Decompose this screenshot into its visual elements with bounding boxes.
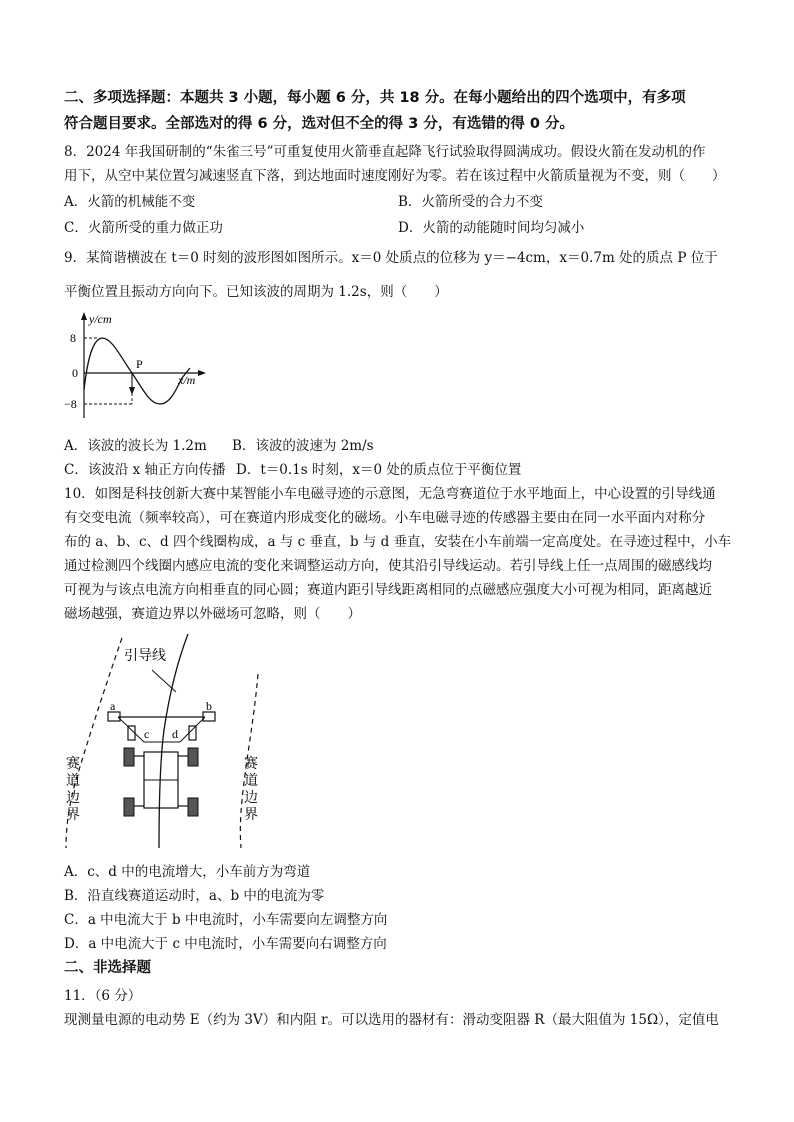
q10-stem-line2: 有交变电流（频率较高），可在赛道内形成变化的磁场。小车电磁寻迹的传感器主要由在同一水平面内对称分 [64, 510, 706, 526]
coil-d-label: d [172, 727, 178, 741]
wave-curve [84, 338, 190, 404]
guide-label-leader [152, 670, 176, 692]
q9-option-d: D．t＝0.1s 时刻，x＝0 处的质点位于平衡位置 [236, 462, 522, 478]
point-p-label: P [136, 357, 143, 371]
q8-option-d: D．火箭的动能随时间均匀减小 [398, 220, 585, 236]
right-border-char-4: 界 [244, 808, 258, 823]
q10-stem-line4: 通过检测四个线圈内感应电流的变化来调整运动方向，使其沿引导线运动。若引导线上任一点周围的磁感线均 [64, 558, 712, 574]
q9-stem-line1: 9．某简谐横波在 t＝0 时刻的波形图如图所示。x＝0 处质点的位移为 y＝−4cm，x＝0.7m 处的质点 P 位于 [64, 250, 718, 266]
q9-option-b: B．该波的波速为 2m/s [232, 438, 374, 454]
coil-d [189, 726, 196, 740]
q8-option-a: A．火箭的机械能不变 [64, 194, 196, 210]
right-support-strut [180, 717, 205, 742]
coil-c-label: c [144, 727, 150, 741]
q10-stem-line1: 10．如图是科技创新大赛中某智能小车电磁寻迹的示意图，无急弯赛道位于水平地面上，中心设置的引导线通 [64, 486, 716, 502]
y-axis-arrow [81, 312, 87, 320]
right-border-char-2: 道 [244, 774, 258, 789]
left-border-char-4: 界 [66, 808, 80, 823]
q10-car-figure [60, 630, 280, 852]
y-axis-label: y/cm [89, 312, 112, 326]
y-tick-zero: 0 [72, 366, 78, 380]
coil-b-label: b [206, 699, 212, 713]
q8-option-b: B．火箭所受的合力不变 [398, 194, 543, 210]
right-border-char-1: 赛 [244, 757, 258, 772]
coil-a-label: a [110, 699, 116, 713]
x-axis-label: x/m [178, 373, 196, 387]
q8-option-c: C．火箭所受的重力做正功 [64, 220, 223, 236]
rear-left-wheel [124, 798, 134, 816]
y-tick-top: 8 [70, 331, 76, 345]
q10-option-a: A．c、d 中的电流增大，小车前方为弯道 [64, 864, 311, 880]
left-border-char-2: 道 [66, 774, 80, 789]
q9-option-c: C．该波沿 x 轴正方向传播 [64, 462, 226, 478]
q10-stem-line5: 可视为与该点电流方向相垂直的同心圆；赛道内距引导线距离相同的点磁感应强度大小可视为相同，距离越近 [64, 582, 712, 598]
left-border-char-1: 赛 [66, 757, 80, 772]
q10-stem-line3: 布的 a、b、c、d 四个线圈构成，a 与 c 垂直，b 与 d 垂直，安装在小车前端一定高度处。在寻迹过程中，小车 [64, 534, 732, 550]
section-mc-header-line1: 二、多项选择题：本题共 3 小题，每小题 6 分，共 18 分。在每小题给出的四个选项中，有多项 [64, 90, 686, 106]
q10-option-d: D．a 中电流大于 c 中电流时，小车需要向右调整方向 [64, 936, 387, 952]
q8-stem-line1: 8．2024 年我国研制的“朱雀三号”可重复使用火箭垂直起降飞行试验取得圆满成功。假设火箭在发动机的作 [64, 144, 706, 160]
q10-option-c: C．a 中电流大于 b 中电流时，小车需要向左调整方向 [64, 912, 388, 928]
p-velocity-arrowhead [129, 387, 135, 395]
q11-title: 11．（6 分） [64, 988, 142, 1004]
guide-wire-label: 引导线 [124, 649, 166, 664]
y-tick-bottom: −8 [64, 397, 77, 411]
front-right-wheel [188, 748, 198, 766]
q9-stem-line2: 平衡位置且振动方向向下。已知该波的周期为 1.2s，则（ ） [64, 284, 448, 300]
right-border-char-3: 边 [244, 791, 258, 806]
q9-wave-graph [60, 306, 220, 426]
section-mc-header-line2: 符合题目要求。全部选对的得 6 分，选对但不全的得 3 分，有选错的得 0 分。 [64, 116, 575, 132]
rear-right-wheel [188, 798, 198, 816]
q8-stem-line2: 用下，从空中某位置匀减速竖直下落，到达地面时速度刚好为零。若在该过程中火箭质量视为不变，则（ ） [64, 168, 726, 184]
q9-option-a: A．该波的波长为 1.2m [64, 438, 207, 454]
q10-option-b: B．沿直线赛道运动时，a、b 中的电流为零 [64, 888, 325, 904]
guide-wire [159, 634, 188, 848]
section-nonmc-header: 二、非选择题 [64, 960, 151, 976]
left-support-strut [118, 717, 144, 742]
q10-stem-line6: 磁场越强，赛道边界以外磁场可忽略，则（ ） [64, 606, 361, 622]
left-border-char-3: 边 [66, 791, 80, 806]
x-axis-arrow [198, 370, 206, 376]
front-left-wheel [124, 748, 134, 766]
q11-stem-line1: 现测量电源的电动势 E（约为 3V）和内阻 r。可以选用的器材有：滑动变阻器 R（最大阻值为 15Ω），定值电 [64, 1012, 719, 1028]
